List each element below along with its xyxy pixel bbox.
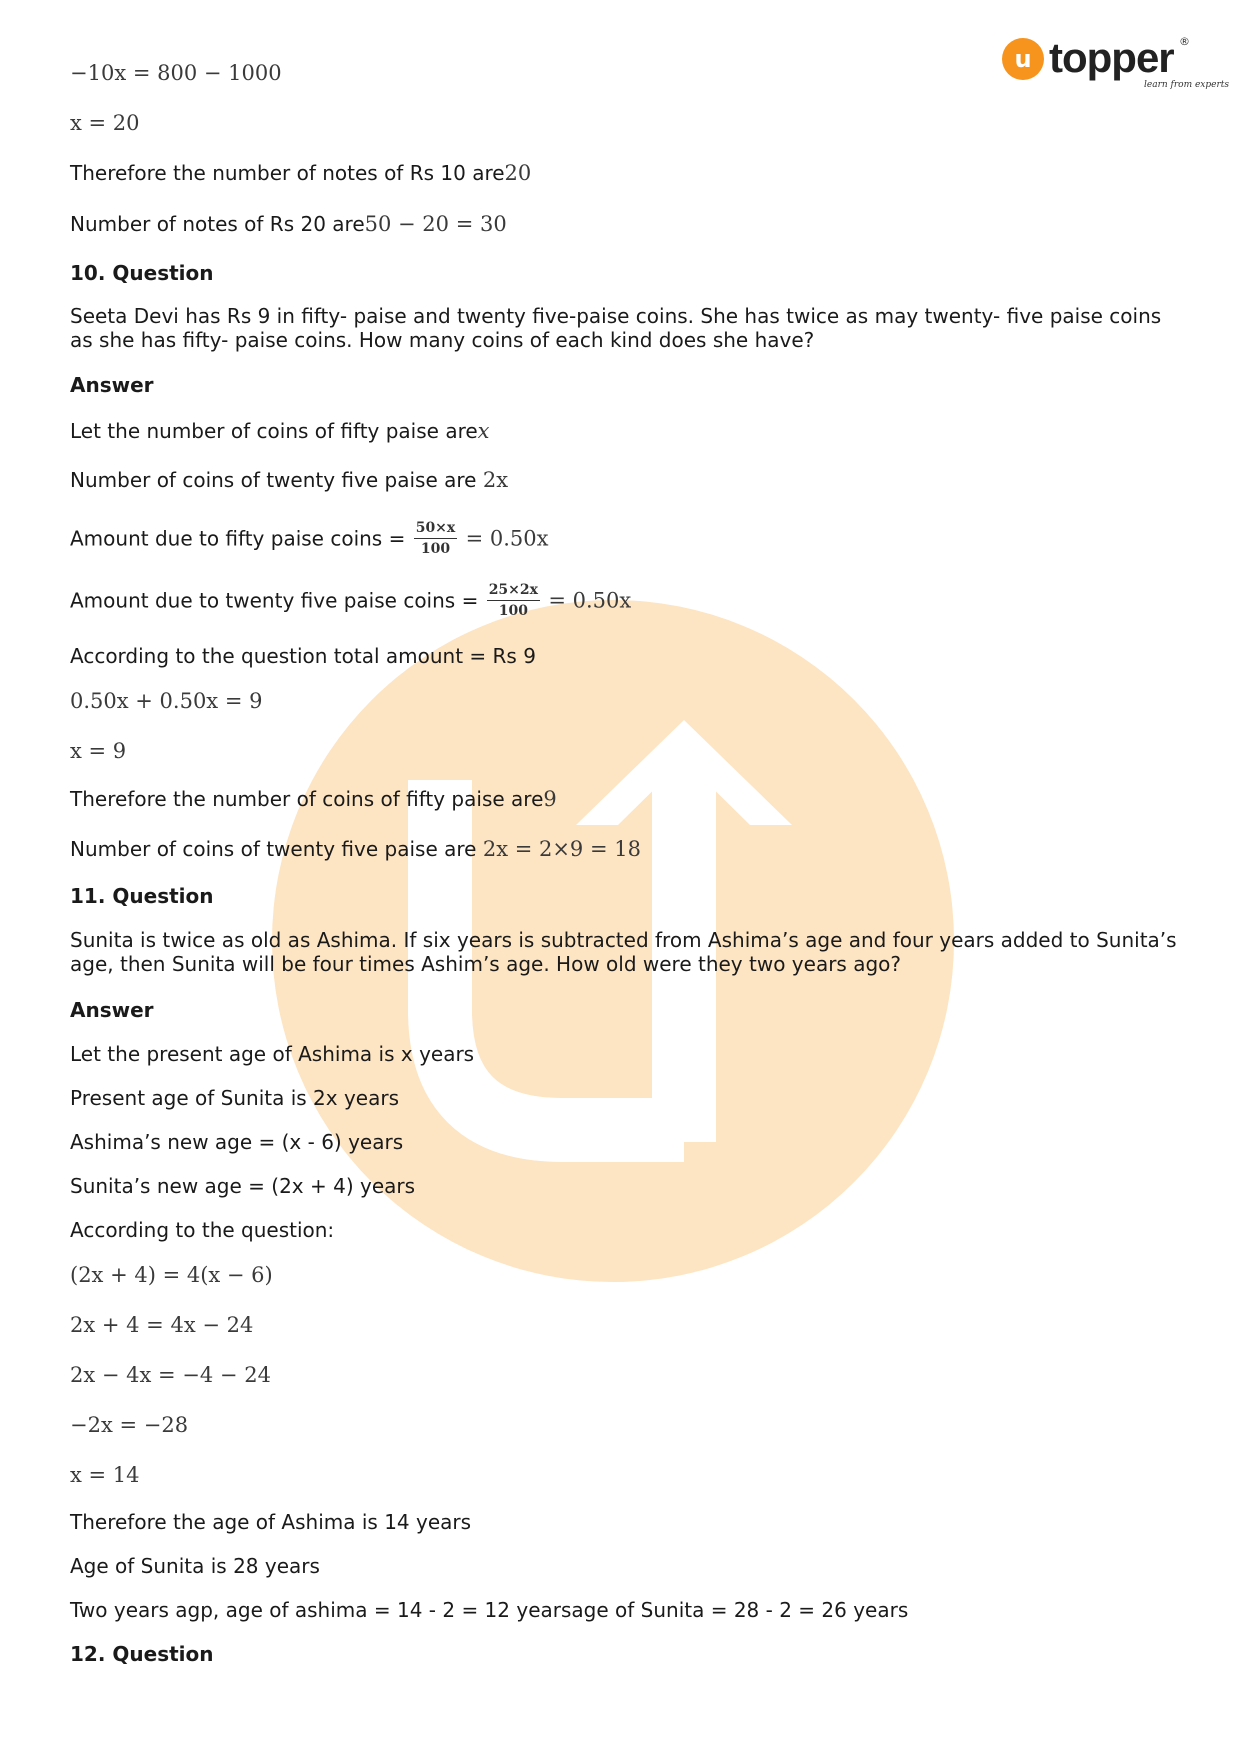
equation-line: 2x + 4 = 4x − 24 xyxy=(70,1313,254,1337)
answer-label: Answer xyxy=(70,373,154,397)
text-line: Present age of Sunita is 2x years xyxy=(70,1086,399,1110)
topper-logo-icon xyxy=(1002,34,1230,94)
fraction: $\frac{25\times 2x}{100}$ xyxy=(488,582,538,619)
text-line: Two years agp, age of ashima = 14 - 2 = 12 yearsage of Sunita = 28 - 2 = 26 years xyxy=(70,1598,909,1622)
text-line: Number of notes of Rs 20 are50 − 20 = 30 xyxy=(70,212,507,236)
question-text: Sunita is twice as old as Ashima. If six years is subtracted from Ashima’s age and four years added to Sunita’s age, then Sunita will be four times Ashim’s age. How old were they two years ago? xyxy=(70,928,1177,976)
equation-line: x = 14 xyxy=(70,1463,140,1487)
answer-label: Answer xyxy=(70,998,154,1022)
text-line: Therefore the number of coins of fifty paise are9 xyxy=(70,787,557,811)
equation-line: −2x = −28 xyxy=(70,1413,189,1437)
text-line: Amount due to fifty paise coins = $\frac{50\times x}{100}$ = 0.50x xyxy=(70,520,549,557)
equation-line: −10x = 800 − 1000 xyxy=(70,61,282,85)
text-line: Let the number of coins of fifty paise arex xyxy=(70,419,490,443)
svg-text:u: u xyxy=(1014,45,1032,73)
question-heading: 11. Question xyxy=(70,884,214,908)
text-line: Age of Sunita is 28 years xyxy=(70,1554,320,1578)
question-text: Seeta Devi has Rs 9 in fifty- paise and twenty five-paise coins. She has twice as may twenty- five paise coins as she has fifty- paise coins. How many coins of each kind does she have? xyxy=(70,304,1162,352)
equation-line: 0.50x + 0.50x = 9 xyxy=(70,689,263,713)
equation-line: x = 20 xyxy=(70,111,140,135)
svg-text:®: ® xyxy=(1179,35,1190,48)
text-line: Number of coins of twenty five paise are 2x = 2×9 = 18 xyxy=(70,837,641,861)
text-line: Ashima’s new age = (x - 6) years xyxy=(70,1130,404,1154)
svg-text:learn from experts: learn from experts xyxy=(1144,80,1230,90)
text-line: According to the question: xyxy=(70,1218,335,1242)
text-line: Let the present age of Ashima is x years xyxy=(70,1042,475,1066)
equation-line: (2x + 4) = 4(x − 6) xyxy=(70,1263,273,1287)
question-heading: 12. Question xyxy=(70,1642,214,1666)
text-line: According to the question total amount = Rs 9 xyxy=(70,644,536,668)
text-line: Therefore the number of notes of Rs 10 are20 xyxy=(70,161,532,185)
text-line: Sunita’s new age = (2x + 4) years xyxy=(70,1174,416,1198)
fraction: $\frac{50\times x}{100}$ xyxy=(415,520,456,557)
brand-logo[interactable] xyxy=(1002,34,1230,94)
text-line: Amount due to twenty five paise coins = $\frac{25\times 2x}{100}$ = 0.50x xyxy=(70,582,632,619)
equation-line: x = 9 xyxy=(70,739,127,763)
equation-line: 2x − 4x = −4 − 24 xyxy=(70,1363,271,1387)
svg-text:topper: topper xyxy=(1049,34,1174,81)
text-line: Therefore the age of Ashima is 14 years xyxy=(70,1510,472,1534)
text-line: Number of coins of twenty five paise are 2x xyxy=(70,468,509,492)
question-heading: 10. Question xyxy=(70,261,214,285)
